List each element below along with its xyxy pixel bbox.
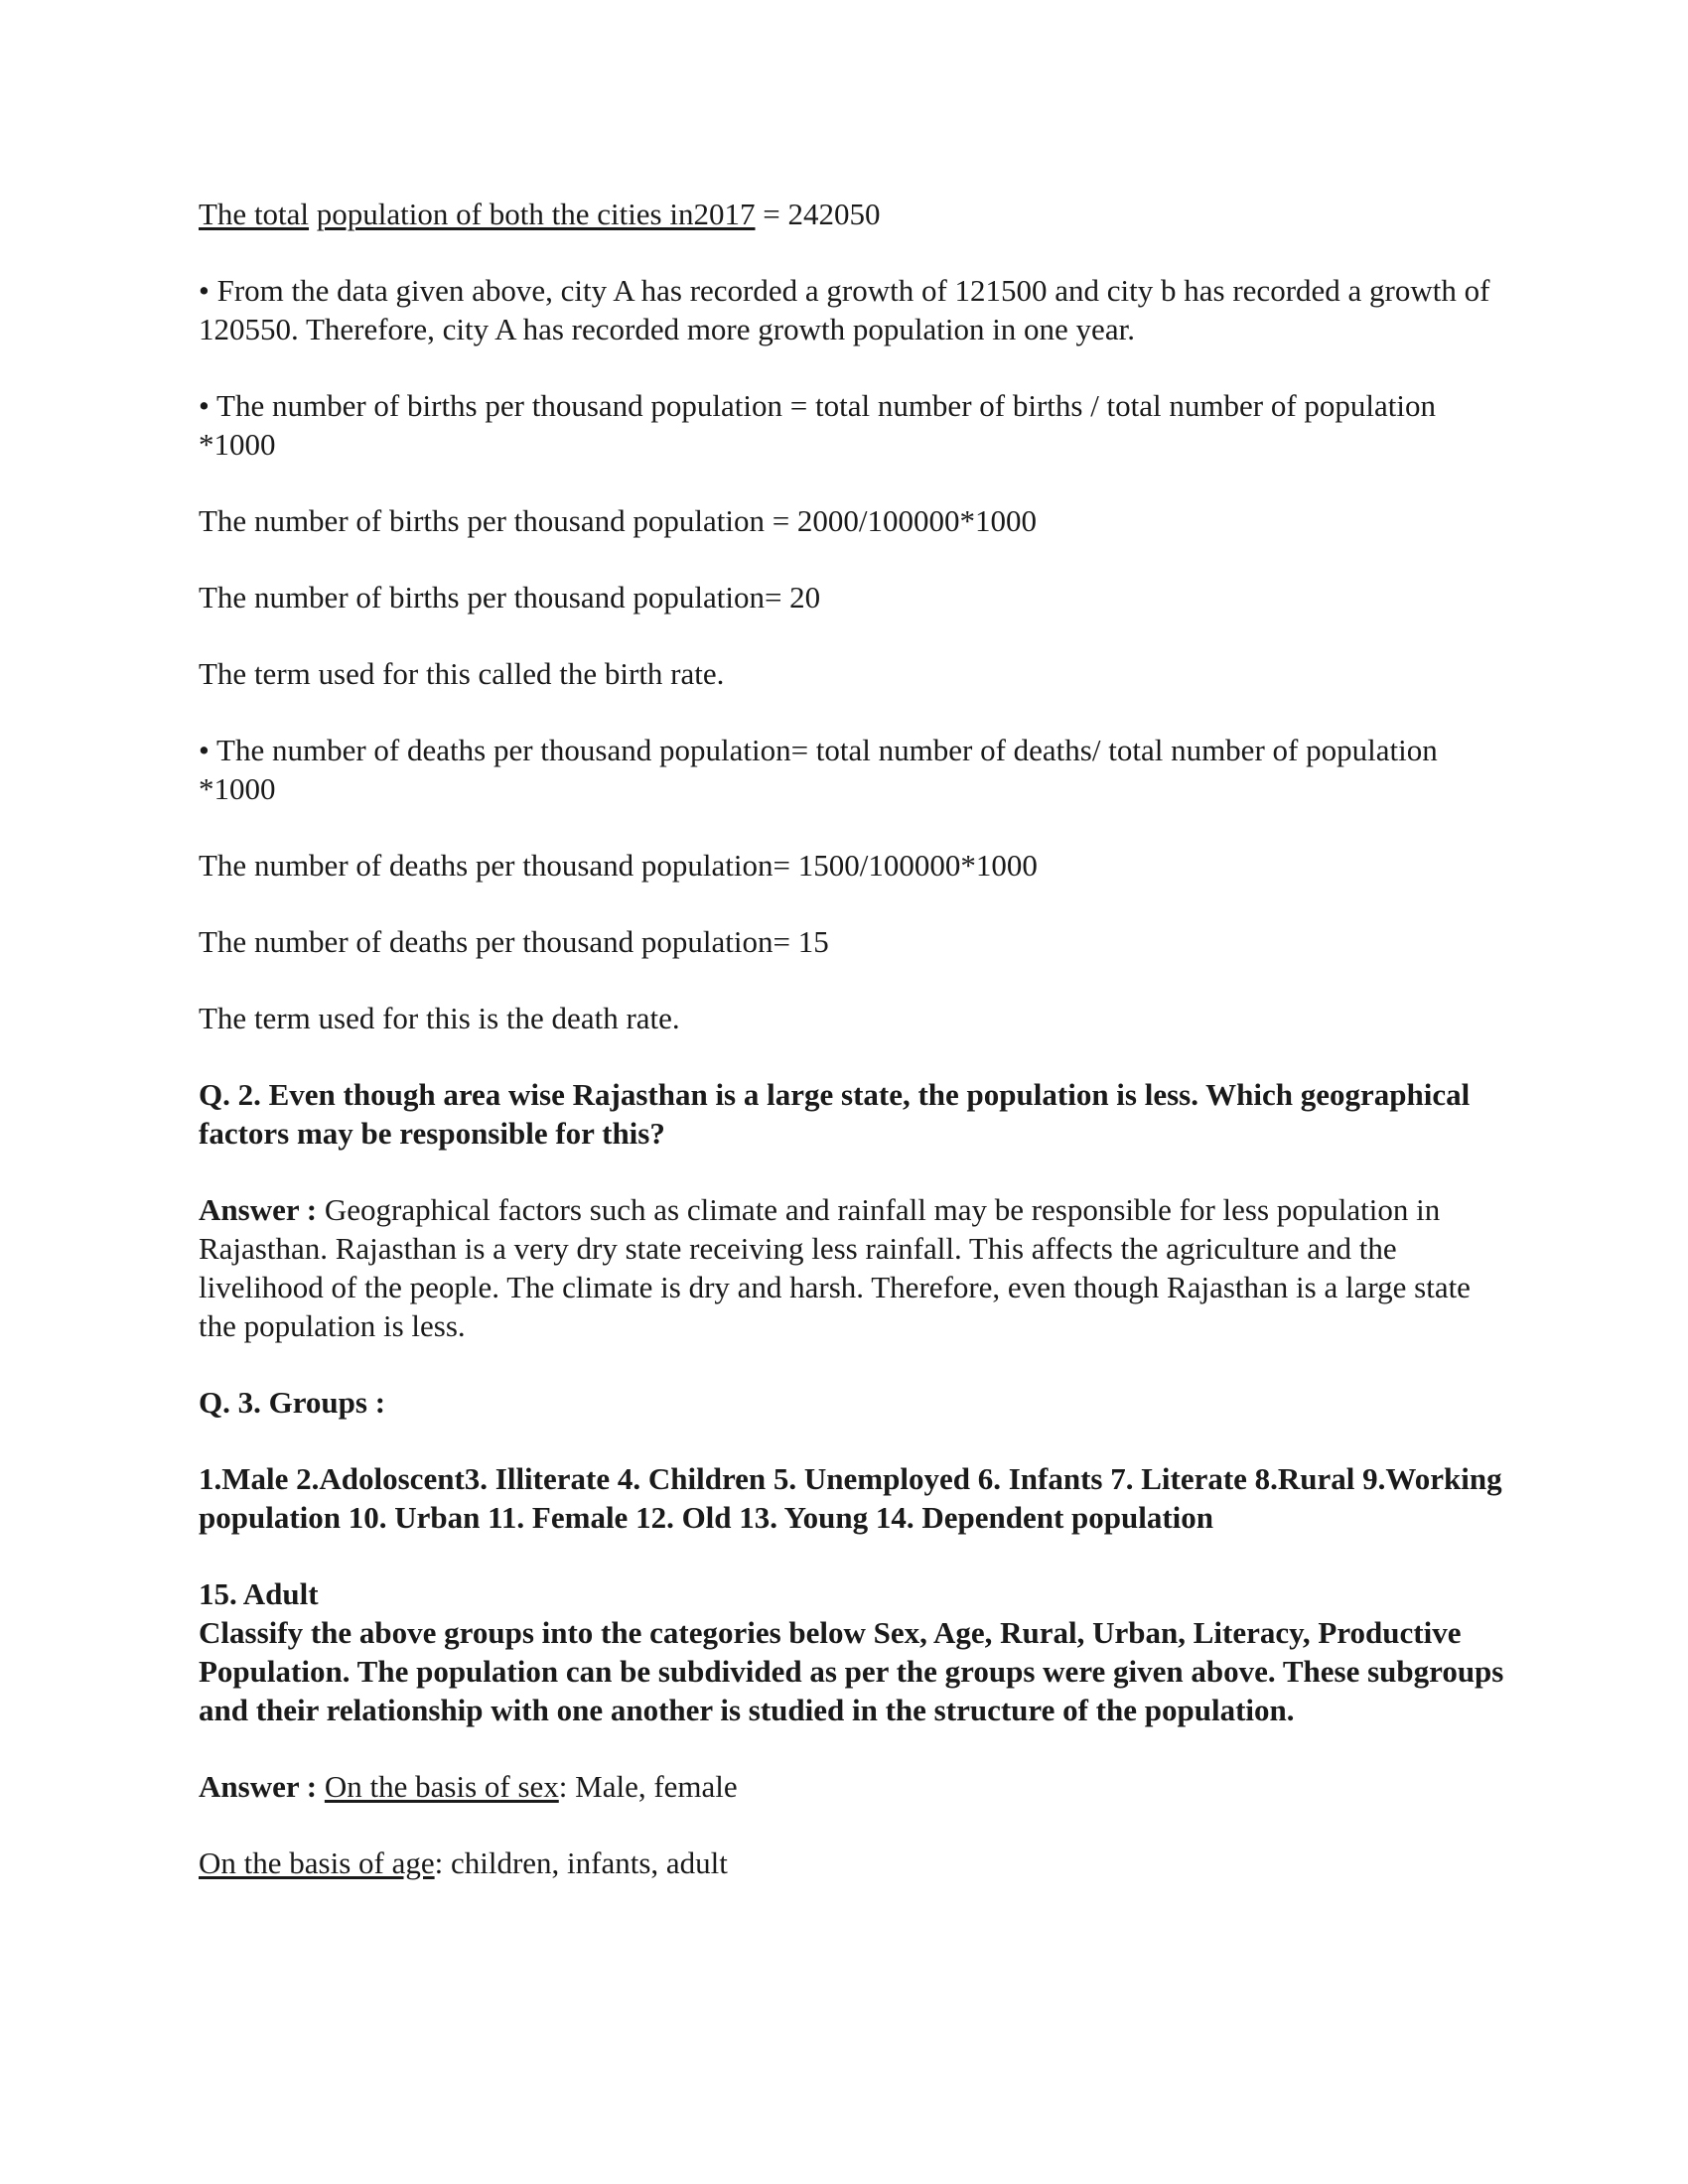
growth-paragraph: • From the data given above, city A has recorded a growth of 121500 and city b has recorded a growth of 120550. Therefore, city A has recorded more growth population in one year. xyxy=(199,273,1490,346)
deaths-result: The number of deaths per thousand population= 15 xyxy=(199,924,829,959)
question-3-heading: Q. 3. Groups : xyxy=(199,1385,386,1420)
births-result: The number of births per thousand population= 20 xyxy=(199,580,821,614)
age-basis-label: On the basis of age xyxy=(199,1845,435,1880)
total-population-line xyxy=(199,195,1509,233)
total-underline-1: The total xyxy=(199,197,310,231)
answer-3-age xyxy=(199,1843,1509,1882)
death-rate-term: The term used for this is the death rate. xyxy=(199,1001,680,1035)
question-2: Q. 2. Even though area wise Rajasthan is a large state, the population is less. Which geographical factors may be responsible for this? xyxy=(199,1077,1471,1151)
age-basis-values: : children, infants, adult xyxy=(434,1845,728,1880)
total-underline-2: population of both the cities in2017 xyxy=(316,197,756,231)
question-3-groups: 1.Male 2.Adoloscent3. Illiterate 4. Children 5. Unemployed 6. Infants 7. Literate 8.Rural 9.Working population 10. Urban 11. Female 12. Old 13. Young 14. Dependent population xyxy=(199,1461,1502,1535)
births-formula: • The number of births per thousand population = total number of births / total number of population *1000 xyxy=(199,388,1437,462)
document-page xyxy=(199,195,1509,1920)
sex-basis-label: On the basis of sex xyxy=(324,1769,559,1804)
answer-3-sex xyxy=(199,1767,1509,1806)
total-value: = 242050 xyxy=(755,197,881,231)
births-calculation: The number of births per thousand population = 2000/100000*1000 xyxy=(199,503,1038,538)
birth-rate-term: The term used for this called the birth rate. xyxy=(199,656,725,691)
deaths-calculation: The number of deaths per thousand population= 1500/100000*1000 xyxy=(199,848,1038,883)
question-3-adult: 15. Adult xyxy=(199,1576,319,1611)
deaths-formula: • The number of deaths per thousand population= total number of deaths/ total number of population *1000 xyxy=(199,733,1438,806)
answer-2-label: Answer : xyxy=(199,1192,318,1227)
answer-2-text: Geographical factors such as climate and rainfall may be responsible for less population in Rajasthan. Rajasthan is a very dry state receiving less rainfall. This affects the agriculture and the livelihood of the people. The climate is dry and harsh. Therefore, even though Rajasthan is a large state the population is less. xyxy=(199,1192,1471,1343)
answer-2 xyxy=(199,1190,1509,1345)
sex-basis-values: : Male, female xyxy=(558,1769,738,1804)
question-3-instruction: Classify the above groups into the categories below Sex, Age, Rural, Urban, Literacy, Productive Population. The population can be subdivided as per the groups were given above. These subgroups and their relationship with one another is studied in the structure of the population. xyxy=(199,1615,1504,1727)
answer-3-label: Answer : xyxy=(199,1769,318,1804)
